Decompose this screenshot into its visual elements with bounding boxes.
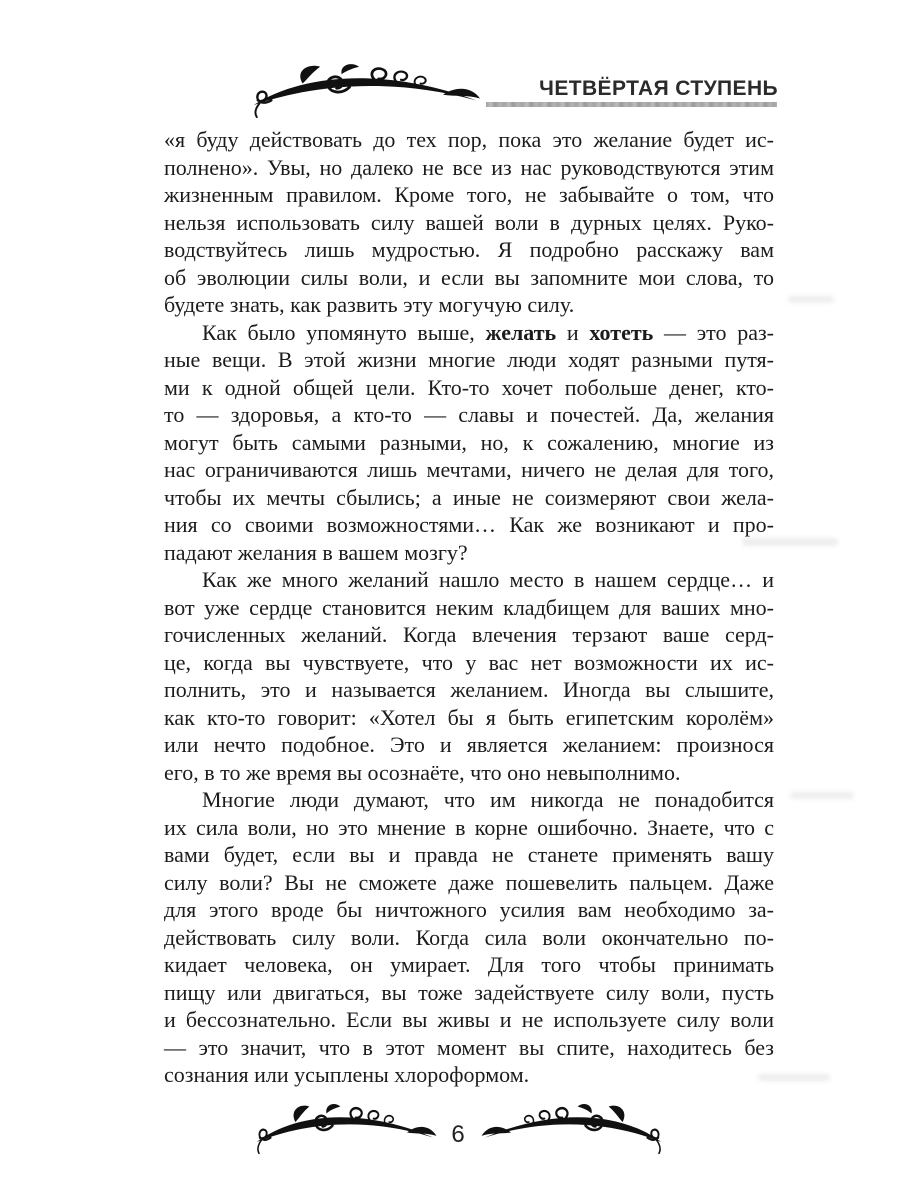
text-line: вами будет, если вы и правда не станете применять вашу <box>164 842 774 867</box>
text-line: его, в то же время вы осознаёте, что оно невыполнимо. <box>164 759 681 785</box>
text-line: ния со своими возможностями… Как же возникают и про- <box>164 512 774 537</box>
text-line: полнено». Увы, но далеко не все из нас руководствуются этим <box>164 154 774 180</box>
text-line: — это значит, что в этот момент вы спите, находитесь без <box>164 1034 774 1060</box>
text-line: ми к одной общей цели. Кто-то хочет побольше денег, кто- <box>164 374 774 400</box>
text-line: будете знать, как развить эту могучую силу. <box>164 292 575 317</box>
text-line: могут быть самыми разными, но, к сожалению, многие из <box>164 429 774 455</box>
text-line: нельзя использовать силу вашей воли в дурных целях. Руко- <box>164 209 774 235</box>
body-text <box>164 126 774 1089</box>
header-flourish-icon <box>248 63 482 119</box>
bold-text-segment: хотеть <box>589 319 654 345</box>
text-line: полнить, это и называется желанием. Иногда вы слышите, <box>164 677 774 702</box>
text-line: Многие люди думают, что им никогда не понадобится <box>202 787 774 812</box>
text-line: Как же много желаний нашло место в нашем сердце… и <box>202 567 774 592</box>
page-number: 6 <box>451 1121 465 1148</box>
text-line: кидает человека, он умирает. Для того чтобы принимать <box>164 952 774 977</box>
text-segment: и <box>556 319 590 345</box>
paragraph <box>164 319 774 567</box>
bold-text-segment: желать <box>485 319 557 345</box>
paragraph <box>164 126 774 319</box>
text-line: пищу или двигаться, вы тоже задействуете силу воли, пусть <box>164 979 774 1005</box>
text-line: чтобы их мечты сбылись; а иные не соизмеряют свои жела- <box>164 484 774 510</box>
text-line: це, когда вы чувствуете, что у вас нет возможности их ис- <box>164 649 774 675</box>
text-line: для этого вроде бы ничтожного усилия вам необходимо за- <box>164 897 774 922</box>
paragraph <box>164 786 774 1089</box>
text-line: силу воли? Вы не сможете даже пошевелить пальцем. Даже <box>164 869 774 895</box>
text-line: жизненным правилом. Кроме того, не забывайте о том, что <box>164 182 774 207</box>
footer-right-flourish-icon <box>480 1103 666 1155</box>
paragraph <box>164 566 774 786</box>
text-segment: — это раз- <box>653 319 774 345</box>
text-line: водствуйтесь лишь мудростью. Я подробно расскажу вам <box>164 237 774 262</box>
text-line: сознания или усыплены хлороформом. <box>164 1062 530 1087</box>
scan-smudge <box>790 792 854 799</box>
text-line: падают желания в вашем мозгу? <box>164 539 468 565</box>
text-segment: Как было упомянуто выше, <box>202 319 486 345</box>
text-line: как кто-то говорит: «Хотел бы я быть египетским королём» <box>164 704 774 730</box>
text-line: то — здоровья, а кто-то — славы и почестей. Да, желания <box>164 402 774 427</box>
text-line: их сила воли, но это мнение в корне ошибочно. Знаете, что с <box>164 814 774 840</box>
text-line: и бессознательно. Если вы живы и не используете силу воли <box>164 1007 774 1032</box>
text-line: об эволюции силы воли, и если вы запомните мои слова, то <box>164 264 774 290</box>
text-line: «я буду действовать до тех пор, пока это желание будет ис- <box>164 127 774 152</box>
text-line: вот уже сердце становится неким кладбищем для ваших мно- <box>164 594 774 620</box>
text-line: или нечто подобное. Это и является желанием: произнося <box>164 732 774 757</box>
footer-left-flourish-icon <box>252 1103 438 1155</box>
text-line: нас ограничиваются лишь мечтами, ничего не делая для того, <box>164 457 774 482</box>
chapter-header: ЧЕТВЁРТАЯ СТУПЕНЬ <box>539 77 778 100</box>
text-line <box>164 319 774 347</box>
header-rule <box>486 102 777 107</box>
text-line: ные вещи. В этой жизни многие люди ходят разными путя- <box>164 347 774 372</box>
text-line: действовать силу воли. Когда сила воли окончательно по- <box>164 924 774 950</box>
text-line: гочисленных желаний. Когда влечения терзают ваше серд- <box>164 622 774 647</box>
scan-smudge <box>788 296 834 303</box>
